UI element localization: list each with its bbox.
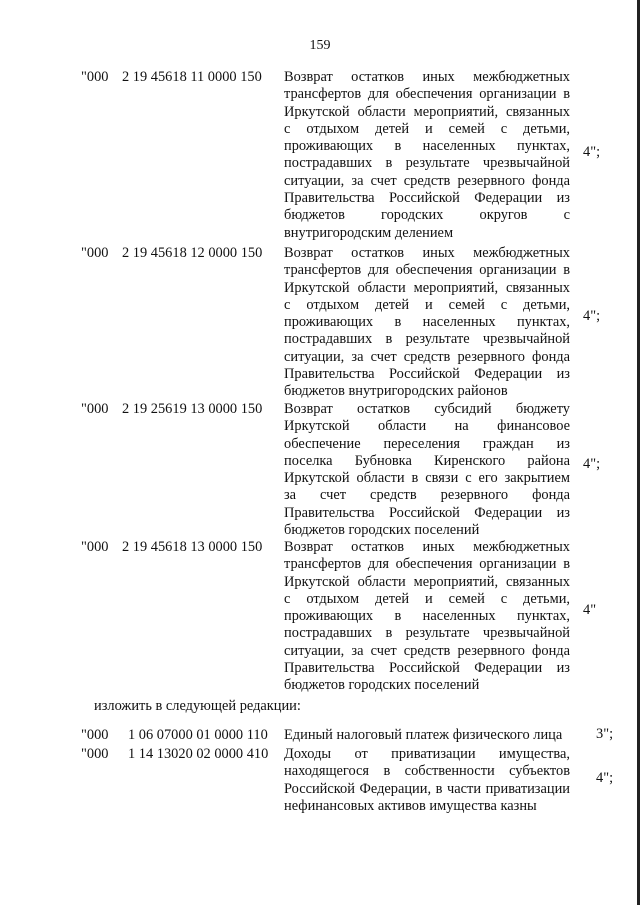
instruction-text: изложить в следующей редакции: [94, 698, 301, 714]
description-line: бюджетов городских поселений [284, 677, 480, 694]
description-line: Возврат остатков иных межбюджетных [284, 245, 570, 261]
description-line: с отдыхом детей и семей с детьми, [284, 296, 570, 313]
description-line: Иркутской области на финансовое [284, 418, 570, 435]
description-line: трансфертов для обеспечения организации в [284, 262, 570, 279]
description-line: Иркутской области мероприятий, связанных [284, 103, 570, 120]
description-line: за счет средств резервного фонда [284, 487, 570, 504]
row-description [284, 727, 570, 744]
description-line: Иркутской области в связи с его закрытием [284, 470, 570, 487]
row-suffix: 4"; [583, 308, 601, 324]
description-line: ситуации, за счет средств резервного фонда [284, 348, 570, 365]
description-line: ситуации, за счет средств резервного фонда [284, 642, 570, 659]
classification-code: 1 14 13020 02 0000 410 [128, 746, 269, 762]
row-description [284, 245, 570, 401]
row-prefix: "000 [81, 746, 109, 762]
description-line: трансфертов для обеспечения организации в [284, 556, 570, 573]
row-prefix: "000 [81, 245, 109, 261]
description-line: Иркутской области мероприятий, связанных [284, 573, 570, 590]
classification-code: 2 19 45618 11 0000 150 [122, 69, 262, 85]
description-line: внутригородским делением [284, 224, 454, 241]
row-prefix: "000 [81, 727, 109, 743]
row-suffix: 4" [583, 602, 597, 618]
classification-code: 2 19 45618 13 0000 150 [122, 539, 263, 555]
description-line: проживающих в населенных пунктах, [284, 608, 570, 625]
description-line: пострадавших в результате чрезвычайной [284, 331, 570, 348]
description-line: Правительства Российской Федерации из [284, 504, 570, 521]
classification-code: 2 19 25619 13 0000 150 [122, 401, 263, 417]
description-line: проживающих в населенных пунктах, [284, 314, 570, 331]
description-line: Возврат остатков субсидий бюджету [284, 401, 570, 417]
description-line: Возврат остатков иных межбюджетных [284, 539, 570, 555]
description-line: нефинансовых активов имущества казны [284, 797, 537, 814]
description-line: бюджетов городских поселений [284, 522, 480, 539]
description-line: Правительства Российской Федерации из [284, 660, 570, 677]
description-line: обеспечение переселения граждан из [284, 435, 570, 452]
description-line: с отдыхом детей и семей с детьми, [284, 590, 570, 607]
row-description [284, 401, 570, 539]
description-line: Возврат остатков иных межбюджетных [284, 69, 570, 85]
row-suffix: 4"; [583, 144, 601, 160]
description-line: поселка Бубновка Киренского района [284, 452, 570, 469]
description-line: Доходы от приватизации имущества, [284, 746, 570, 762]
description-line: Российской Федерации, в части приватизации [284, 780, 570, 797]
row-prefix: "000 [81, 69, 109, 85]
row-suffix: 4"; [596, 770, 614, 786]
row-description [284, 69, 570, 242]
description-line: проживающих в населенных пунктах, [284, 138, 570, 155]
row-prefix: "000 [81, 401, 109, 417]
row-suffix: 4"; [583, 456, 601, 472]
row-description [284, 539, 570, 695]
description-line: находящегося в собственности субъектов [284, 763, 570, 780]
page-number: 159 [309, 38, 331, 53]
description-line: трансфертов для обеспечения организации в [284, 86, 570, 103]
description-line: с отдыхом детей и семей с детьми, [284, 120, 570, 137]
row-prefix: "000 [81, 539, 109, 555]
row-suffix: 3"; [596, 726, 614, 742]
description-line: бюджетов внутригородских районов [284, 383, 508, 400]
description-line: бюджетов городских округов с [284, 207, 570, 224]
description-line: ситуации, за счет средств резервного фонда [284, 172, 570, 189]
description-line: Правительства Российской Федерации из [284, 366, 570, 383]
row-description [284, 746, 570, 815]
classification-code: 1 06 07000 01 0000 110 [128, 727, 268, 743]
description-line: Иркутской области мероприятий, связанных [284, 279, 570, 296]
description-line: пострадавших в результате чрезвычайной [284, 625, 570, 642]
description-line: пострадавших в результате чрезвычайной [284, 155, 570, 172]
description-line: Правительства Российской Федерации из [284, 190, 570, 207]
description-line: Единый налоговый платеж физического лица [284, 727, 563, 743]
classification-code: 2 19 45618 12 0000 150 [122, 245, 263, 261]
